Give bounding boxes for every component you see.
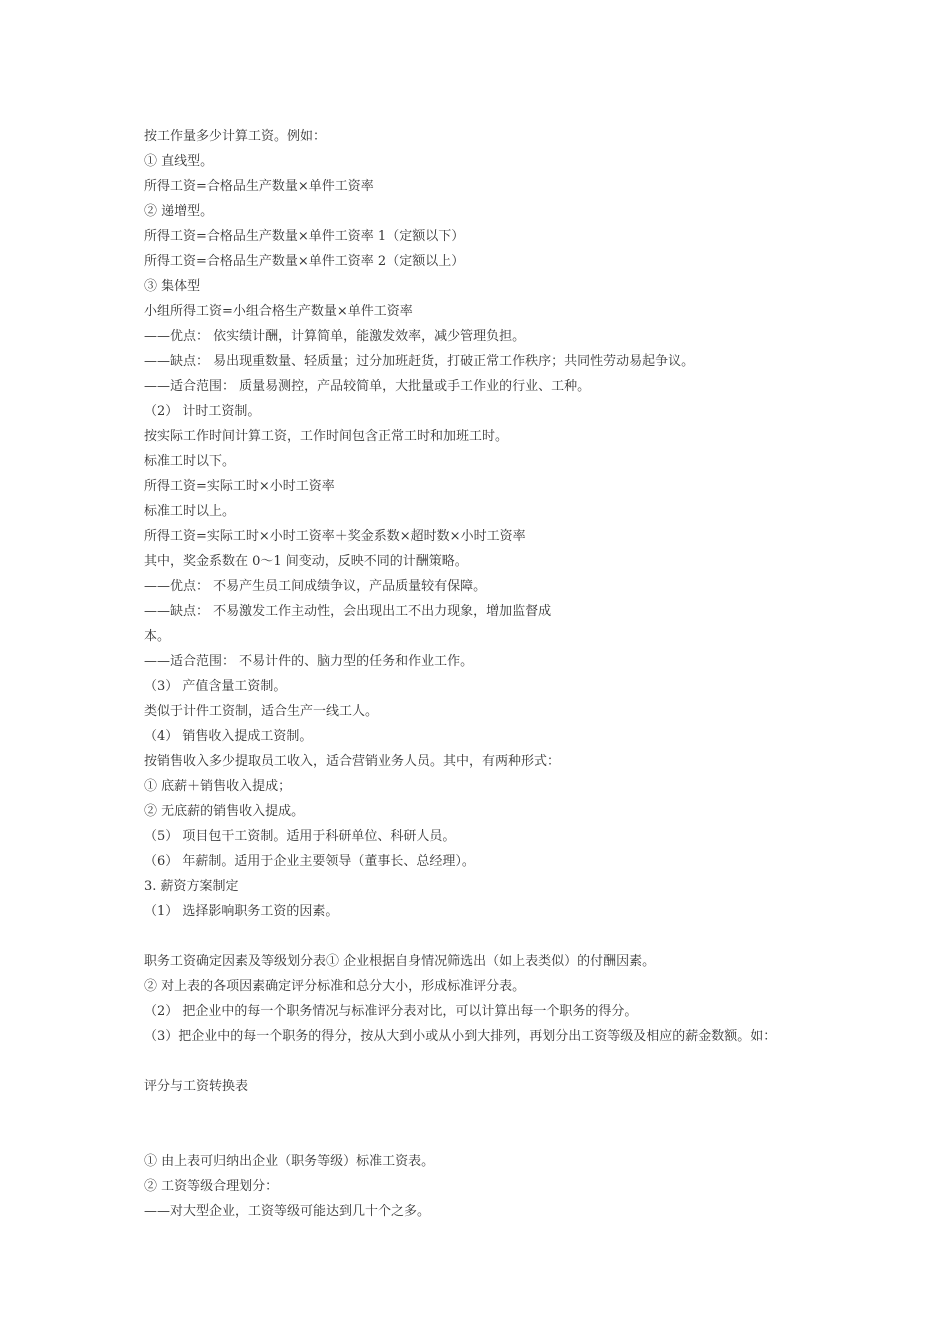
text-line: （6） 年薪制。适用于企业主要领导（董事长、总经理）。: [144, 854, 475, 869]
text-line: ① 底薪＋销售收入提成；: [144, 779, 292, 794]
text-line: 按实际工作时间计算工资，工作时间包含正常工时和加班工时。: [144, 429, 509, 444]
text-line: ② 对上表的各项因素确定评分标准和总分大小，形成标准评分表。: [144, 979, 526, 994]
table-caption: 评分与工资转换表: [144, 1079, 249, 1094]
text-line: 其中，奖金系数在 0～1 间变动，反映不同的计酬策略。: [144, 554, 468, 569]
text-line: （2） 计时工资制。: [144, 404, 261, 419]
section-salary-factors: [144, 949, 844, 1049]
text-line: 类似于计件工资制，适合生产一线工人。: [144, 704, 379, 719]
text-line: 标准工时以下。: [144, 454, 236, 469]
paragraph-gap: [144, 1049, 844, 1074]
text-line: ① 直线型。: [144, 154, 214, 169]
text-line: 标准工时以上。: [144, 504, 236, 519]
text-line: （2） 把企业中的每一个职务情况与标准评分表对比，可以计算出每一个职务的得分。: [144, 1004, 638, 1019]
text-line: ① 由上表可归纳出企业（职务等级）标准工资表。: [144, 1154, 435, 1169]
text-line: ③ 集体型: [144, 279, 201, 294]
section-piece-rate: [144, 124, 844, 924]
paragraph-gap: [144, 924, 844, 949]
text-line: ——对大型企业，工资等级可能达到几十个之多。: [144, 1204, 431, 1219]
text-line: （1） 选择影响职务工资的因素。: [144, 904, 339, 919]
text-line: 所得工资=实际工时×小时工资率: [144, 479, 335, 494]
section-wage-grades: [144, 1149, 844, 1224]
text-line: 小组所得工资=小组合格生产数量×单件工资率: [144, 304, 413, 319]
text-line: 本。: [144, 629, 171, 644]
document-body: [144, 124, 844, 1224]
text-line: 按工作量多少计算工资。例如：: [144, 129, 327, 144]
text-line: 职务工资确定因素及等级划分表① 企业根据自身情况筛选出（如上表类似）的付酬因素。: [144, 954, 656, 969]
text-line: （3）把企业中的每一个职务的得分，按从大到小或从小到大排列，再划分出工资等级及相应的薪金数额。如：: [144, 1029, 777, 1044]
text-line: （5） 项目包干工资制。适用于科研单位、科研人员。: [144, 829, 456, 844]
text-line: ——适合范围： 质量易测控，产品较简单，大批量或手工作业的行业、工种。: [144, 379, 591, 394]
text-line: ——缺点： 不易激发工作主动性，会出现出工不出力现象，增加监督成: [144, 604, 552, 619]
text-line: ② 无底薪的销售收入提成。: [144, 804, 305, 819]
text-line: 所得工资=合格品生产数量×单件工资率: [144, 179, 374, 194]
text-line: （3） 产值含量工资制。: [144, 679, 287, 694]
text-line: 所得工资=合格品生产数量×单件工资率 2（定额以上）: [144, 254, 465, 269]
text-line: ② 递增型。: [144, 204, 214, 219]
text-line: （4） 销售收入提成工资制。: [144, 729, 313, 744]
text-line: 所得工资=合格品生产数量×单件工资率 1（定额以下）: [144, 229, 465, 244]
text-line: ——适合范围： 不易计件的、脑力型的任务和作业工作。: [144, 654, 474, 669]
text-line: ——优点： 依实绩计酬，计算简单，能激发效率，减少管理负担。: [144, 329, 526, 344]
table-placeholder-gap: [144, 1099, 844, 1149]
text-line: ② 工资等级合理划分：: [144, 1179, 279, 1194]
text-line: ——缺点： 易出现重数量、轻质量；过分加班赶货，打破正常工作秩序；共同性劳动易起争议。: [144, 354, 695, 369]
text-line: 3. 薪资方案制定: [144, 879, 239, 894]
text-line: 所得工资=实际工时×小时工资率＋奖金系数×超时数×小时工资率: [144, 529, 526, 544]
text-line: 按销售收入多少提取员工收入，适合营销业务人员。其中，有两种形式：: [144, 754, 561, 769]
text-line: ——优点： 不易产生员工间成绩争议，产品质量较有保障。: [144, 579, 487, 594]
